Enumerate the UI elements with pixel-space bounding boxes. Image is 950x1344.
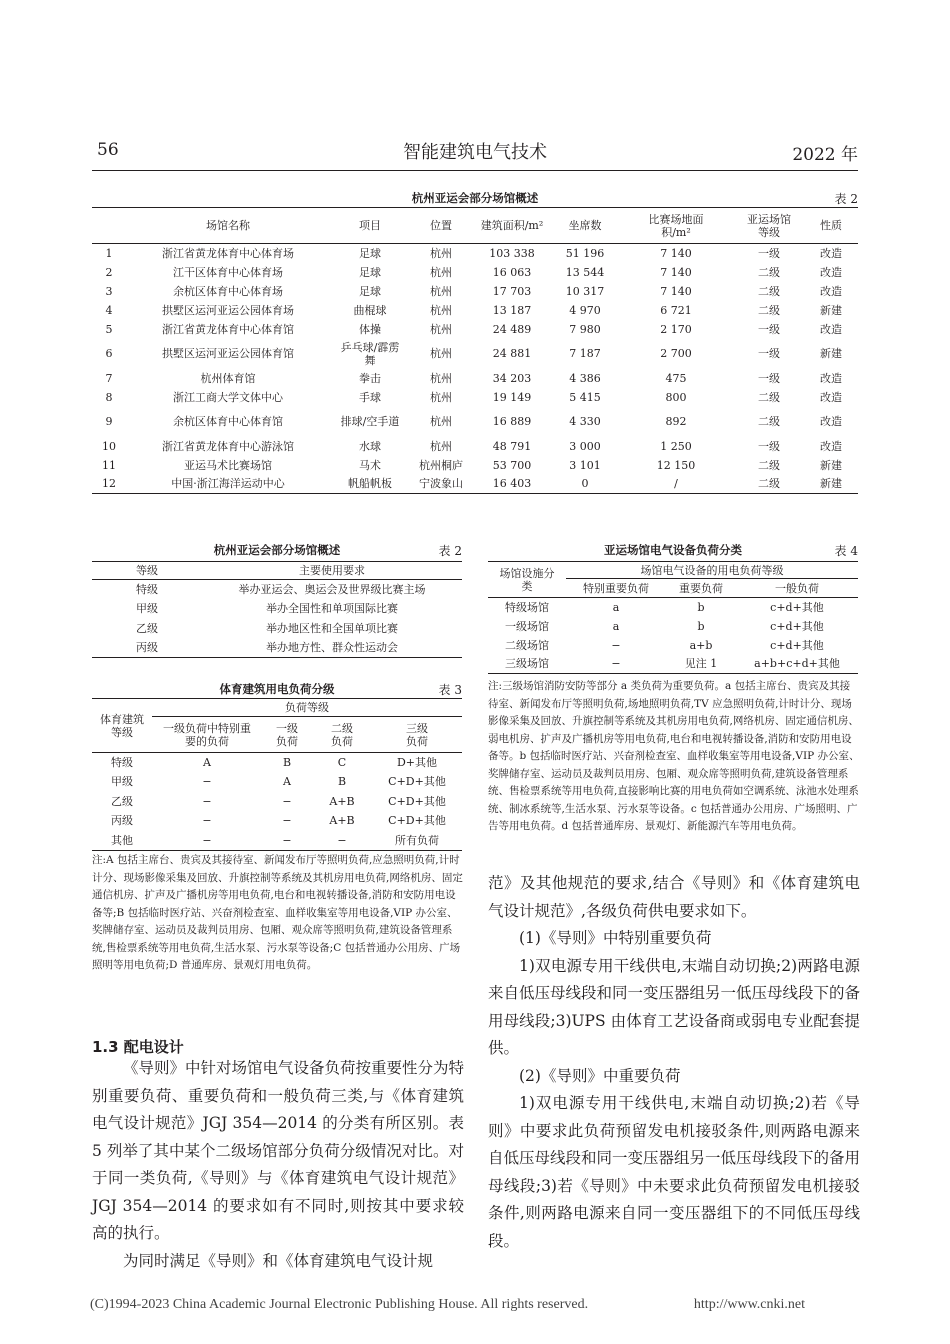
- table-cell: 杭州: [430, 371, 452, 385]
- table-cell: 拳击: [359, 371, 381, 385]
- table-row: [488, 598, 858, 617]
- table-cell: 排球/空手道: [340, 415, 400, 428]
- table-cell: 曲棍球: [353, 303, 387, 317]
- table-cell: 改造: [820, 284, 842, 298]
- table-cell: 13 187: [492, 303, 532, 317]
- table-a-header: 性质: [804, 208, 858, 244]
- table-cell: 二级场馆: [505, 638, 549, 652]
- table-cell: −: [202, 775, 212, 789]
- table-a-header: 位置: [410, 208, 472, 244]
- table-cell: 二级: [758, 265, 780, 279]
- table-b-header: 等级: [92, 562, 202, 580]
- left-column-text: [92, 1055, 464, 1275]
- table-a-title: 杭州亚运会部分场馆概述: [411, 191, 539, 205]
- table-row: [92, 831, 462, 851]
- table-cell: 丙级: [136, 641, 158, 654]
- table-cell: 见注 1: [684, 657, 718, 671]
- table-cell: C+D+其他: [388, 794, 446, 808]
- table-row: [92, 456, 858, 475]
- subheading: (1)《导则》中特别重要负荷: [519, 929, 712, 947]
- table-cell: 乒乓球/霹雳舞: [340, 340, 400, 367]
- table-cell: 10 317: [565, 284, 605, 298]
- table-cell: 7 140: [660, 246, 692, 260]
- table-cell: 杭州: [430, 265, 452, 279]
- table-cell: 800: [665, 390, 687, 404]
- table-cell: −: [202, 814, 212, 828]
- table-row: [92, 244, 858, 263]
- table-cell: 举办地方性、群众性运动会: [266, 641, 398, 654]
- table-cell: 10: [102, 439, 116, 453]
- header-rule: [92, 170, 858, 171]
- table-cell: 12 150: [656, 458, 696, 472]
- table-cell: 24 881: [492, 347, 532, 360]
- table-c-subheader: 二级负荷: [312, 717, 372, 753]
- table-d-title: 亚运场馆电气设备负荷分类: [604, 543, 742, 557]
- copyright: (C)1994-2023 China Academic Journal Electronic Publishing House. All rights reserved.: [90, 1297, 589, 1312]
- paragraph: 范》及其他规范的要求,结合《导则》和《体育建筑电气设计规范》,各级负荷供电要求如下。: [488, 874, 860, 920]
- table-cell: 改造: [820, 246, 842, 260]
- table-cell: 改造: [820, 439, 842, 453]
- table-cell: 杭州: [430, 439, 452, 453]
- table-cell: 拱墅区运河亚运公园体育馆: [162, 347, 294, 360]
- table-a-header: 坐席数: [552, 208, 618, 244]
- table-cell: 4 386: [569, 371, 601, 385]
- table-cell: 杭州: [430, 303, 452, 317]
- table-cell: −: [202, 833, 212, 847]
- table-cell: 5: [105, 322, 113, 336]
- journal-title: 智能建筑电气技术: [403, 142, 547, 163]
- table-cell: 二级: [758, 415, 780, 428]
- table-row: [92, 339, 858, 369]
- table-cell: b: [697, 600, 705, 614]
- table-cell: 水球: [359, 439, 381, 453]
- table-cell: 足球: [359, 284, 381, 298]
- table-cell: c+d+其他: [770, 600, 824, 614]
- table-b-header: 主要使用要求: [202, 562, 462, 580]
- table-cell: 5 415: [569, 390, 601, 404]
- table-cell: 7 980: [569, 322, 601, 336]
- table-d-col0: 场馆设施分类: [488, 562, 566, 598]
- table-row: [92, 638, 462, 658]
- table-cell: 1: [105, 246, 113, 260]
- table-cell: 余杭区体育中心体育场: [173, 284, 283, 298]
- table-cell: a+b: [689, 638, 713, 652]
- table-b-number: 表 2: [438, 544, 462, 558]
- table-cell: 余杭区体育中心体育馆: [173, 415, 283, 428]
- table-cell: 帆船帆板: [348, 477, 392, 491]
- table-cell: 浙江工商大学文体中心: [173, 390, 283, 404]
- table-cell: −: [282, 794, 292, 808]
- table-cell: 特级: [136, 583, 158, 596]
- table-row: [92, 580, 462, 600]
- table-cell: 江干区体育中心体育场: [173, 265, 283, 279]
- table-cell: 杭州桐庐: [419, 458, 463, 472]
- subheading: (2)《导则》中重要负荷: [519, 1066, 681, 1085]
- table-c-number: 表 3: [438, 683, 462, 697]
- table-cell: 丙级: [111, 814, 133, 828]
- table-d-note: 注:三级场馆消防安防等部分 a 类负荷为重要负荷。a 包括主席台、贵宾及其接待室、新闻发布厅等照明负荷,场地照明负荷,TV 应急照明负荷,计时计分、现场影像采集及回放、升旗控制等系统及其机房用电负荷,网络机房、固定通信机房、弱电机房、扩声及广播机房等用电负荷,电台和电视转播设备,消防和安防用电设备等。b 包括临时医疗站、兴奋剂检查室、血样收集室等用电设备,VIP 办公室、奖牌储存室、运动员及裁判员用房、包厢、观众席等照明负荷,建筑设备管理系统、售检票系统等用电负荷,直接影响比赛的用电负荷如空调系统、泳池水处理系统、制冰系统等,生活水泵、污水泵等设备。c 包括普通办公用房、广场照明、广告等用电负荷。d 包括普通库房、景观灯、新能源汽车等用电负荷。: [488, 680, 860, 832]
- table-row: [92, 437, 858, 456]
- table-row: [92, 619, 462, 639]
- table-c: [92, 698, 462, 851]
- page-number: 56: [97, 140, 119, 160]
- table-cell: 16 889: [492, 415, 532, 428]
- table-cell: 改造: [820, 371, 842, 385]
- table-cell: /: [674, 477, 678, 491]
- table-cell: 103 338: [489, 246, 535, 260]
- table-row: [488, 636, 858, 655]
- table-cell: 16 063: [492, 265, 532, 279]
- table-cell: 举办全国性和单项国际比赛: [266, 602, 398, 616]
- table-cell: 杭州: [430, 390, 452, 404]
- table-a-number: 表 2: [834, 192, 858, 206]
- table-cell: 1 250: [660, 439, 692, 453]
- table-a-header: 场馆名称: [126, 208, 330, 244]
- table-b-title: 杭州亚运会部分场馆概述: [213, 543, 341, 557]
- table-cell: 3: [105, 284, 113, 298]
- table-cell: C+D+其他: [388, 775, 446, 789]
- table-cell: 一级: [758, 439, 780, 453]
- table-cell: 宁波象山: [419, 477, 463, 491]
- table-cell: 7: [105, 371, 113, 385]
- table-cell: 杭州体育馆: [200, 371, 256, 385]
- table-cell: 2 170: [660, 322, 692, 336]
- table-cell: 3 000: [569, 439, 601, 453]
- table-cell: 二级: [758, 458, 780, 472]
- table-cell: 11: [102, 458, 116, 472]
- table-cell: 举办地区性和全国单项比赛: [266, 621, 398, 635]
- table-row: [92, 263, 858, 282]
- table-cell: 一级场馆: [505, 619, 549, 633]
- table-cell: 二级: [758, 284, 780, 298]
- table-cell: 13 544: [565, 265, 605, 279]
- table-a-header: 比赛场地面积/m²: [618, 208, 734, 244]
- table-a-header: 亚运场馆等级: [734, 208, 804, 244]
- table-cell: 34 203: [492, 371, 532, 385]
- table-cell: −: [282, 833, 292, 847]
- table-cell: 892: [665, 415, 687, 428]
- table-cell: 12: [102, 477, 116, 491]
- table-cell: A+B: [329, 794, 355, 808]
- section-heading: 1.3 配电设计: [92, 1038, 184, 1056]
- table-cell: 一级: [758, 347, 780, 360]
- table-row: [488, 655, 858, 674]
- table-row: [92, 475, 858, 494]
- table-cell: 4 330: [569, 415, 601, 428]
- table-cell: 9: [105, 415, 113, 428]
- table-d-subheader: 重要负荷: [666, 579, 736, 598]
- table-cell: 杭州: [430, 284, 452, 298]
- table-cell: a: [612, 619, 620, 633]
- table-row: [92, 282, 858, 301]
- table-a: [92, 207, 858, 494]
- table-cell: a: [612, 600, 620, 614]
- table-row: [92, 772, 462, 792]
- table-row: [488, 617, 858, 636]
- table-cell: 乙级: [136, 621, 158, 635]
- table-cell: 一级: [758, 246, 780, 260]
- table-cell: 亚运马术比赛场馆: [184, 458, 272, 472]
- table-cell: 16 403: [492, 477, 532, 491]
- table-cell: −: [611, 638, 621, 652]
- table-c-note: 注:A 包括主席台、贵宾及其接待室、新闻发布厅等照明负荷,应急照明负荷,计时计分、现场影像采集及回放、升旗控制等系统及其机房用电负荷,网络机房、固定通信机房、扩声及广播机房等用电负荷,电台和电视转播设备,消防和安防用电设备等;B 包括临时医疗站、兴奋剂检查室、血样收集室等用电设备,VIP 办公室、奖牌储存室、运动员及裁判员用房、包厢、观众席等照明负荷,建筑设备管理系统,售检票系统等用电负荷,生活水泵、污水泵等设备;C 包括普通办公用房、广场照明等用电负荷;D 普通库房、景观灯用电负荷。: [92, 854, 463, 971]
- table-cell: 足球: [359, 246, 381, 260]
- journal-year: 2022 年: [792, 145, 858, 165]
- table-b: [92, 561, 462, 658]
- table-cell: 17 703: [492, 284, 532, 298]
- table-cell: D+其他: [396, 756, 438, 769]
- table-row: [92, 388, 858, 407]
- table-cell: 杭州: [430, 322, 452, 336]
- table-cell: 48 791: [492, 439, 532, 453]
- table-cell: 改造: [820, 265, 842, 279]
- table-cell: 一级: [758, 322, 780, 336]
- table-cell: 浙江省黄龙体育中心体育馆: [162, 322, 294, 336]
- table-cell: 足球: [359, 265, 381, 279]
- table-cell: c+d+其他: [770, 619, 824, 633]
- table-row: [92, 811, 462, 831]
- paragraph: 为同时满足《导则》和《体育建筑电气设计规: [123, 1251, 434, 1270]
- table-cell: 举办亚运会、奥运会及世界级比赛主场: [238, 583, 426, 596]
- table-cell: C+D+其他: [388, 814, 446, 828]
- table-cell: 24 489: [492, 322, 532, 336]
- table-cell: 8: [105, 390, 113, 404]
- table-cell: 改造: [820, 322, 842, 336]
- table-row: [92, 599, 462, 619]
- table-cell: A: [283, 775, 291, 789]
- table-c-title: 体育建筑用电负荷分级: [219, 682, 335, 696]
- table-cell: 19 149: [492, 390, 532, 404]
- table-cell: 二级: [758, 303, 780, 317]
- table-cell: 杭州: [430, 347, 452, 360]
- table-row: [92, 320, 858, 339]
- table-cell: 马术: [359, 458, 381, 472]
- table-d-subheader: 特别重要负荷: [566, 579, 666, 598]
- table-row: [92, 407, 858, 437]
- table-cell: 新建: [820, 303, 842, 317]
- table-c-subheader: 一级负荷中特别重要的负荷: [152, 717, 262, 753]
- table-c-col0: 体育建筑等级: [92, 699, 152, 753]
- table-d-number: 表 4: [834, 544, 858, 558]
- table-cell: 拱墅区运河亚运公园体育场: [162, 303, 294, 317]
- table-cell: 改造: [820, 415, 842, 428]
- table-cell: 3 101: [569, 458, 601, 472]
- table-cell: 0: [581, 477, 589, 491]
- table-cell: 6 721: [660, 303, 692, 317]
- table-cell: 7 187: [569, 347, 601, 360]
- table-cell: 改造: [820, 390, 842, 404]
- paragraph: 1)双电源专用干线供电,末端自动切换;2)若《导则》中要求此负荷预留发电机接驳条件,则两路电源来自低压母线段和同一变压器组另一低压母线段下的备用母线段;3)若《导则》中未要求此负荷预留发电机接驳条件,则两路电源来自同一变压器组下的不同低压母线段。: [488, 1094, 861, 1250]
- table-cell: −: [337, 833, 347, 847]
- table-d-subheader: 一般负荷: [736, 579, 858, 598]
- table-row: [92, 301, 858, 320]
- table-cell: 2: [105, 265, 113, 279]
- table-cell: B: [282, 756, 292, 769]
- table-cell: c+d+其他: [770, 638, 824, 652]
- table-c-group: 负荷等级: [152, 699, 462, 717]
- table-cell: 7 140: [660, 265, 692, 279]
- table-a-header: 建筑面积/m²: [472, 208, 552, 244]
- table-cell: a+b+c+d+其他: [754, 657, 840, 671]
- table-cell: 乙级: [111, 794, 133, 808]
- table-cell: 甲级: [136, 602, 158, 616]
- table-cell: A: [203, 756, 211, 769]
- table-cell: 一级: [758, 371, 780, 385]
- table-cell: 特级: [111, 756, 133, 769]
- table-c-subheader: 一级负荷: [262, 717, 312, 753]
- table-cell: 51 196: [565, 246, 605, 260]
- table-cell: 新建: [820, 458, 842, 472]
- table-cell: 二级: [758, 477, 780, 491]
- table-cell: 浙江省黄龙体育中心体育场: [162, 246, 294, 260]
- table-a-header: 项目: [330, 208, 410, 244]
- table-cell: 甲级: [111, 775, 133, 789]
- table-cell: 所有负荷: [395, 833, 439, 847]
- table-cell: 浙江省黄龙体育中心游泳馆: [162, 439, 294, 453]
- table-c-subheader: 三级负荷: [372, 717, 462, 753]
- table-cell: B: [337, 775, 347, 789]
- table-row: [92, 369, 858, 388]
- table-cell: 三级场馆: [505, 657, 549, 671]
- paragraph: 1)双电源专用干线供电,末端自动切换;2)两路电源来自低压母线段和同一变压器组另一低压母线段下的备用母线段;3)UPS 由体育工艺设备商或弱电专业配套提供。: [488, 956, 861, 1057]
- table-cell: 6: [105, 347, 113, 360]
- table-cell: 新建: [820, 477, 842, 491]
- table-cell: 53 700: [492, 458, 532, 472]
- table-d: [488, 561, 858, 674]
- table-cell: 475: [665, 371, 687, 385]
- table-row: [92, 792, 462, 812]
- table-cell: A+B: [329, 814, 355, 828]
- table-cell: 手球: [359, 390, 381, 404]
- table-cell: 二级: [758, 390, 780, 404]
- table-cell: C: [337, 756, 347, 769]
- table-cell: 杭州: [430, 415, 452, 428]
- table-cell: 中国·浙江海洋运动中心: [171, 477, 285, 491]
- right-column-text: [488, 870, 860, 1255]
- table-row: [92, 753, 462, 773]
- cnki-link[interactable]: http://www.cnki.net: [693, 1297, 805, 1312]
- table-cell: 4: [105, 303, 113, 317]
- table-cell: 2 700: [660, 347, 692, 360]
- paragraph: 《导则》中针对场馆电气设备负荷按重要性分为特别重要负荷、重要负荷和一般负荷三类,与《体育建筑电气设计规范》JGJ 354—2014 的分类有所区别。表 5 列举了其中某个二级场馆部分负荷分级情况对比。对于同一类负荷,《导则》与《体育建筑电气设计规范》JGJ 354—2014 的要求如有不同时,则按其中要求较高的执行。: [92, 1059, 465, 1242]
- table-cell: −: [611, 657, 621, 671]
- table-cell: 4 970: [569, 303, 601, 317]
- table-cell: 杭州: [430, 246, 452, 260]
- table-cell: b: [697, 619, 705, 633]
- table-d-group: 场馆电气设备的用电负荷等级: [566, 562, 858, 579]
- table-cell: 新建: [820, 347, 842, 360]
- table-cell: −: [282, 814, 292, 828]
- table-cell: 特级场馆: [505, 600, 549, 614]
- table-cell: −: [202, 794, 212, 808]
- table-cell: 其他: [111, 833, 133, 847]
- table-cell: 7 140: [660, 284, 692, 298]
- table-cell: 体操: [359, 322, 381, 336]
